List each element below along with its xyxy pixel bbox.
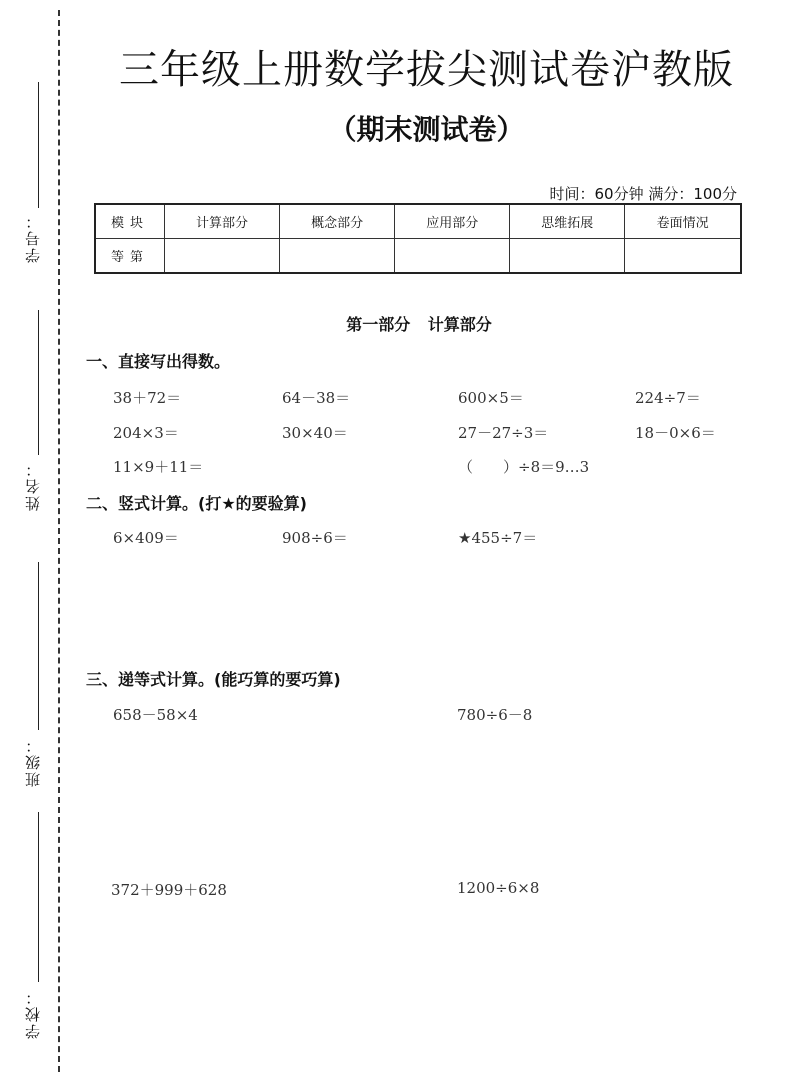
binding-dashed-line bbox=[58, 10, 60, 1072]
table-header-cell: 思维拓展 bbox=[510, 204, 625, 239]
name-label: 姓名： bbox=[24, 460, 42, 511]
question-1-title: 一、直接写出得数。 bbox=[86, 352, 231, 371]
q1-item: 600×5＝ bbox=[458, 389, 524, 407]
table-row bbox=[95, 239, 741, 274]
section-heading: 第一部分 计算部分 bbox=[346, 315, 492, 334]
question-2-title: 二、竖式计算。(打★的要验算) bbox=[86, 494, 307, 513]
q1-item: 38＋72＝ bbox=[113, 389, 182, 407]
table-row bbox=[95, 204, 741, 239]
time-info: 时间：60分钟 满分：100分 bbox=[549, 185, 737, 203]
q1-item: 204×3＝ bbox=[113, 424, 179, 442]
grade-cell[interactable] bbox=[395, 239, 510, 274]
q1-item: 27－27÷3＝ bbox=[458, 424, 549, 442]
page-title: 三年级上册数学拔尖测试卷沪教版 bbox=[119, 47, 734, 93]
table-header-cell: 计算部分 bbox=[165, 204, 280, 239]
q2-item: 6×409＝ bbox=[113, 529, 179, 547]
table-header-cell: 应用部分 bbox=[395, 204, 510, 239]
score-table bbox=[94, 203, 742, 274]
table-header-cell: 卷面情况 bbox=[625, 204, 741, 239]
class-line bbox=[38, 562, 39, 730]
student-no-label: 学号： bbox=[24, 212, 42, 263]
q3-item: 372＋999＋628 bbox=[111, 881, 227, 899]
q1-item: 30×40＝ bbox=[282, 424, 348, 442]
q1-item: 224÷7＝ bbox=[635, 389, 701, 407]
q1-item: 11×9＋11＝ bbox=[113, 458, 204, 476]
question-3-title: 三、递等式计算。(能巧算的要巧算) bbox=[86, 670, 341, 689]
q2-item: 908÷6＝ bbox=[282, 529, 348, 547]
table-row-head: 模块 bbox=[95, 204, 165, 239]
school-label: 学校： bbox=[24, 988, 42, 1039]
class-label: 班级： bbox=[24, 736, 42, 787]
grade-cell[interactable] bbox=[510, 239, 625, 274]
grade-cell[interactable] bbox=[165, 239, 280, 274]
school-line bbox=[38, 812, 39, 982]
table-header-cell: 概念部分 bbox=[280, 204, 395, 239]
table-row-head: 等第 bbox=[95, 239, 165, 274]
q1-item: （ ）÷8＝9…3 bbox=[458, 458, 590, 476]
page-subtitle: （期末测试卷） bbox=[328, 113, 525, 146]
q2-item: ★455÷7＝ bbox=[458, 529, 538, 547]
q1-item: 18－0×6＝ bbox=[635, 424, 716, 442]
grade-cell[interactable] bbox=[625, 239, 741, 274]
q3-item: 1200÷6×8 bbox=[457, 879, 540, 897]
q3-item: 780÷6－8 bbox=[457, 706, 533, 724]
q1-item: 64－38＝ bbox=[282, 389, 351, 407]
q3-item: 658－58×4 bbox=[113, 706, 198, 724]
grade-cell[interactable] bbox=[280, 239, 395, 274]
